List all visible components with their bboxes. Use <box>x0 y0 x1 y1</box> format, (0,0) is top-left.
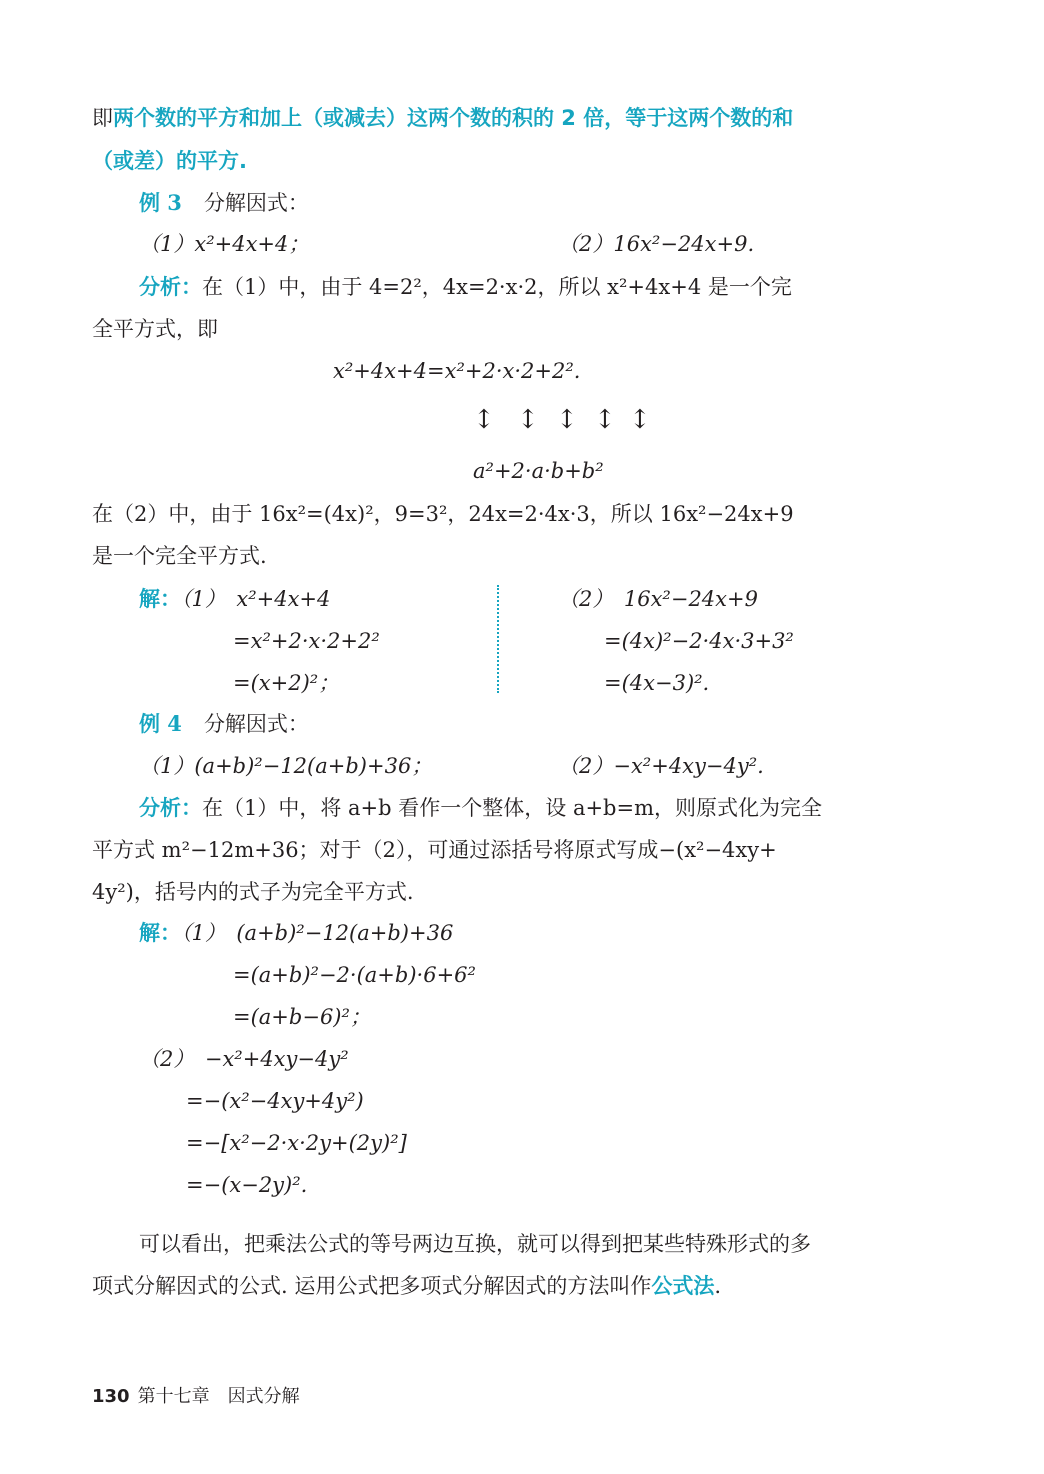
example3-heading <box>139 188 309 218</box>
example4-solution-2-step-1: （2） −x²+4xy−4y² <box>139 1047 349 1071</box>
formula-method-term: 公式法 <box>651 1274 715 1298</box>
example3-analysis2-line-1: 在（2）中，由于 16x²=(4x)²，9=3²，24x=2·4x·3，所以 16x²−24x+9 <box>92 502 794 526</box>
intro-highlight-2: （或差）的平方. <box>92 149 247 173</box>
example3-solution-2-step-2: =(4x)²−2·4x·3+3² <box>604 629 794 653</box>
example3-analysis-line-1 <box>139 272 792 302</box>
intro-prefix: 即 <box>92 106 113 130</box>
example3-analysis-label: 分析： <box>139 275 202 299</box>
example3-problem-2: （2）16x²−24x+9. <box>558 232 755 256</box>
example4-solution-label: 解： <box>139 921 181 945</box>
double-arrow-icon: ↕ <box>629 405 651 435</box>
double-arrow-icon: ↕ <box>594 405 616 435</box>
example4-solution-2-step-3: =−[x²−2·x·2y+(2y)²] <box>186 1131 407 1155</box>
example4-solution-2-step-2: =−(x²−4xy+4y²) <box>186 1089 364 1113</box>
example3-analysis-text-1: 在（1）中，由于 4=2²，4x=2·x·2，所以 x²+4x+4 是一个完 <box>202 275 792 299</box>
double-arrow-icon: ↕ <box>473 405 495 435</box>
example3-analysis2-line-2: 是一个完全平方式. <box>92 544 267 568</box>
example3-solution-1-step-2: =x²+2·x·2+2² <box>233 629 380 653</box>
intro-highlight-1: 两个数的平方和加上（或减去）这两个数的积的 2 倍，等于这两个数的和 <box>113 106 794 130</box>
example4-solution-1-line-1 <box>139 918 453 948</box>
double-arrow-icon: ↕ <box>517 405 539 435</box>
example3-title: 分解因式： <box>203 191 309 215</box>
example3-label: 例 3 <box>139 190 182 215</box>
example4-analysis-line-2: 平方式 m²−12m+36；对于（2），可通过添括号将原式写成−(x²−4xy+ <box>92 838 777 862</box>
example3-equation-bottom: a²+2·a·b+b² <box>473 459 604 483</box>
page-footer <box>92 1382 300 1412</box>
example3-equation-top: x²+4x+4=x²+2·x·2+2². <box>333 359 581 383</box>
example3-problem-1: （1）x²+4x+4； <box>139 232 310 256</box>
example4-analysis-text-1: 在（1）中，将 a+b 看作一个整体，设 a+b=m，则原式化为完全 <box>202 796 823 820</box>
example4-solution-1-step-1: （1） (a+b)²−12(a+b)+36 <box>181 921 454 945</box>
page-number: 130 <box>92 1386 130 1407</box>
example3-solution-label: 解： <box>139 587 181 611</box>
example4-solution-2-step-4: =−(x−2y)². <box>186 1173 308 1197</box>
example4-title: 分解因式： <box>203 712 309 736</box>
example4-problem-1: （1）(a+b)²−12(a+b)+36； <box>139 754 433 778</box>
chapter-title: 第十七章 因式分解 <box>137 1386 300 1407</box>
conclusion-text: 项式分解因式的公式. 运用公式把多项式分解因式的方法叫作 <box>92 1274 652 1298</box>
example4-solution-1-step-2: =(a+b)²−2·(a+b)·6+6² <box>233 963 476 987</box>
example4-analysis-label: 分析： <box>139 796 202 820</box>
example3-solution-1-step-3: =(x+2)²； <box>233 671 340 695</box>
example4-analysis-line-1 <box>139 793 822 823</box>
conclusion-line-2 <box>92 1271 721 1301</box>
conclusion-end: . <box>714 1274 722 1298</box>
example3-solution-1-step-1: （1） x²+4x+4 <box>181 587 331 611</box>
intro-line-1 <box>92 103 793 133</box>
example4-label: 例 4 <box>139 711 182 736</box>
example3-solution-2-step-1: （2） 16x²−24x+9 <box>558 587 758 611</box>
example3-solution-1-line-1 <box>139 584 330 614</box>
example3-analysis-line-2: 全平方式，即 <box>92 317 218 341</box>
column-divider <box>497 585 499 693</box>
example4-heading <box>139 709 309 739</box>
conclusion-line-1: 可以看出，把乘法公式的等号两边互换，就可以得到把某些特殊形式的多 <box>139 1232 811 1256</box>
example4-problem-2: （2）−x²+4xy−4y². <box>558 754 764 778</box>
example4-solution-1-step-3: =(a+b−6)²； <box>233 1005 371 1029</box>
double-arrow-icon: ↕ <box>556 405 578 435</box>
example3-solution-2-step-3: =(4x−3)². <box>604 671 710 695</box>
example4-analysis-line-3: 4y²)，括号内的式子为完全平方式. <box>92 880 414 904</box>
